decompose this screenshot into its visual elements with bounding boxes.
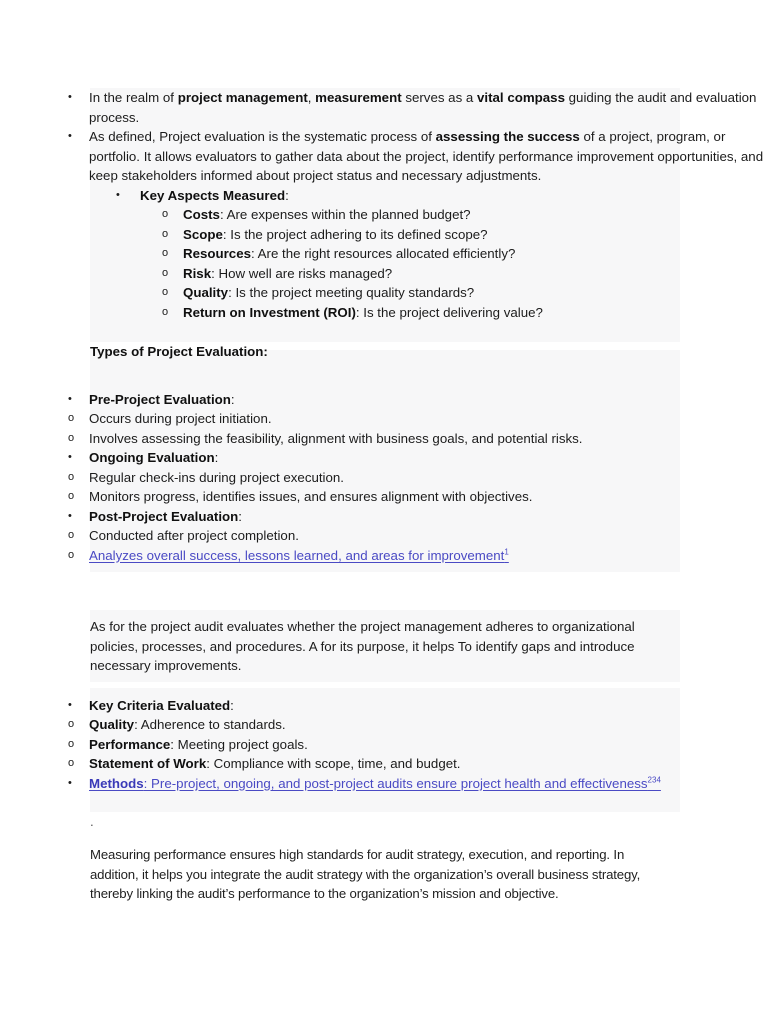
types-item bbox=[0, 390, 768, 410]
intro-bullet bbox=[0, 88, 768, 127]
body-text: : bbox=[230, 697, 234, 713]
list-item-text bbox=[89, 448, 768, 468]
bullet-circle-icon: o bbox=[162, 266, 169, 279]
types-item bbox=[0, 409, 768, 429]
body-text: Analyzes overall success, lessons learned, and areas for improvement bbox=[89, 547, 505, 563]
body-text: guiding the audit and evaluation process. bbox=[89, 90, 757, 125]
types-item bbox=[0, 507, 768, 527]
types-item bbox=[0, 429, 768, 449]
intro-bullet bbox=[0, 127, 768, 186]
body-text: : Adherence to standards. bbox=[134, 717, 286, 732]
key-aspects-heading bbox=[0, 186, 768, 206]
list-item-text bbox=[89, 526, 768, 546]
types-section-heading bbox=[0, 342, 768, 362]
emphasis-text: measurement bbox=[315, 90, 402, 105]
bullet-circle-icon: o bbox=[68, 490, 75, 502]
body-text: : bbox=[230, 391, 235, 407]
body-text: Involves assessing the feasibility, alignment with business goals, and potential risks. bbox=[89, 430, 583, 446]
emphasis-text: Performance bbox=[89, 736, 171, 752]
body-text: Regular check-ins during project execution. bbox=[89, 469, 344, 485]
body-text: : Is the project delivering value? bbox=[355, 304, 543, 320]
bullet-disc-icon: • bbox=[68, 91, 72, 103]
list-item-text bbox=[183, 205, 768, 225]
emphasis-text: Risk bbox=[183, 265, 212, 281]
key-aspect-item bbox=[0, 225, 768, 245]
bullet-disc-icon: • bbox=[68, 392, 72, 405]
bullet-circle-icon: o bbox=[68, 737, 75, 750]
bullet-circle-icon: o bbox=[162, 247, 169, 259]
footnote-reference[interactable]: 1 bbox=[504, 547, 509, 557]
body-text: : Are the right resources allocated efficiently? bbox=[251, 246, 516, 261]
emphasis-text: Key Aspects Measured bbox=[140, 187, 286, 203]
key-criteria-list bbox=[0, 696, 768, 794]
body-text: serves as a bbox=[401, 90, 478, 105]
emphasis-text: Ongoing Evaluation bbox=[89, 450, 215, 465]
emphasis-text: Scope bbox=[183, 226, 223, 242]
bullet-circle-icon: o bbox=[68, 718, 75, 730]
list-item-text bbox=[89, 468, 768, 488]
list-item-text bbox=[89, 390, 768, 410]
bullet-circle-icon: o bbox=[68, 470, 75, 483]
body-text: : bbox=[238, 508, 242, 524]
list-item-text bbox=[89, 696, 768, 716]
list-item-text bbox=[89, 774, 768, 794]
emphasis-text: Statement of Work bbox=[89, 756, 207, 771]
key-aspect-item bbox=[0, 205, 768, 225]
bullet-circle-icon: o bbox=[162, 286, 169, 298]
key-aspects-block bbox=[0, 186, 768, 323]
bullet-disc-icon: • bbox=[68, 509, 72, 522]
emphasis-text: Types of Project Evaluation bbox=[90, 344, 264, 359]
criteria-item bbox=[0, 696, 768, 716]
list-item-text bbox=[183, 244, 768, 264]
body-text: , bbox=[307, 90, 316, 105]
emphasis-text: Resources bbox=[183, 246, 251, 261]
bullet-disc-icon: • bbox=[116, 188, 120, 201]
list-item-text bbox=[89, 754, 768, 774]
list-item-text bbox=[89, 487, 768, 507]
bullet-circle-icon: o bbox=[68, 757, 75, 769]
emphasis-text: Return on Investment (ROI) bbox=[183, 304, 356, 320]
criteria-link-item bbox=[0, 774, 768, 794]
closing-paragraph: Measuring performance ensures high standards for audit strategy, execution, and reporting. In addition, it helps you integrate the audit strategy with the organization’s overall business strategy, thereby linking the audit’s performance to the organization’s mission and objective. bbox=[90, 847, 641, 901]
bullet-disc-icon: • bbox=[68, 130, 72, 142]
types-link-item bbox=[0, 546, 768, 566]
bullet-circle-icon: o bbox=[162, 305, 169, 318]
list-item-text bbox=[183, 303, 768, 323]
body-text: of a project, program, or portfolio. It allows evaluators to gather data about the project, identify performance improvement opportunities, and keep stakeholders informed about project status and necessary adjustments. bbox=[89, 129, 764, 183]
list-item-text bbox=[89, 507, 768, 527]
emphasis-text: project management bbox=[177, 90, 308, 105]
list-item-text bbox=[89, 715, 768, 735]
emphasis-text: Key Criteria Evaluated bbox=[89, 697, 231, 713]
list-item-text bbox=[89, 88, 768, 127]
body-text: : Are expenses within the planned budget? bbox=[219, 207, 471, 222]
intro-bullet-list bbox=[0, 88, 768, 186]
types-item bbox=[0, 448, 768, 468]
bullet-circle-icon: o bbox=[68, 548, 75, 561]
criteria-item bbox=[0, 735, 768, 755]
body-text: : Is the project meeting quality standards? bbox=[228, 285, 475, 300]
bullet-disc-icon: • bbox=[68, 698, 72, 711]
body-text: : bbox=[263, 344, 268, 359]
hyperlink[interactable] bbox=[89, 776, 661, 791]
body-text: : How well are risks managed? bbox=[211, 265, 393, 281]
body-text: Conducted after project completion. bbox=[89, 528, 299, 543]
emphasis-text: Quality bbox=[89, 717, 135, 732]
footnote-reference[interactable]: 234 bbox=[647, 775, 661, 785]
body-text: : Pre-project, ongoing, and post-project audits ensure project health and effectiveness bbox=[143, 775, 648, 791]
list-item-text bbox=[89, 546, 768, 566]
bullet-circle-icon: o bbox=[162, 227, 169, 240]
body-text: : Compliance with scope, time, and budget. bbox=[206, 756, 461, 771]
bullet-disc-icon: • bbox=[68, 776, 72, 789]
bullet-disc-icon: • bbox=[68, 451, 72, 463]
list-item-text bbox=[183, 264, 768, 284]
body-text: In the realm of bbox=[89, 90, 178, 105]
body-text: Occurs during project initiation. bbox=[89, 411, 272, 426]
types-of-evaluation-list bbox=[0, 390, 768, 566]
list-item-text bbox=[183, 225, 768, 245]
types-item bbox=[0, 468, 768, 488]
body-text: : Is the project adhering to its defined scope? bbox=[222, 226, 488, 242]
key-aspect-item bbox=[0, 303, 768, 323]
list-item-text bbox=[89, 735, 768, 755]
list-item-text bbox=[89, 409, 768, 429]
body-text: : bbox=[285, 187, 289, 203]
emphasis-text: Pre-Project Evaluation bbox=[89, 391, 231, 407]
list-item-text bbox=[140, 186, 768, 206]
bullet-circle-icon: o bbox=[68, 529, 75, 541]
bullet-circle-icon: o bbox=[68, 431, 75, 444]
bullet-circle-icon: o bbox=[162, 208, 169, 220]
project-audit-paragraph: As for the project audit evaluates whether the project management adheres to organizational policies, processes, and procedures. A for its purpose, it helps To identify gaps and introduce necessary improvements. bbox=[90, 619, 635, 673]
body-text: : bbox=[214, 450, 219, 465]
body-text: As defined, Project evaluation is the systematic process of bbox=[89, 129, 436, 144]
list-item-text bbox=[89, 429, 768, 449]
emphasis-text: Methods bbox=[89, 775, 144, 791]
types-item bbox=[0, 526, 768, 546]
hyperlink[interactable] bbox=[89, 548, 509, 563]
types-item bbox=[0, 487, 768, 507]
criteria-item bbox=[0, 754, 768, 774]
emphasis-text: Post-Project Evaluation bbox=[89, 508, 239, 524]
emphasis-text: assessing the success bbox=[435, 129, 580, 144]
bullet-circle-icon: o bbox=[68, 412, 75, 424]
criteria-item bbox=[0, 715, 768, 735]
key-aspect-item bbox=[0, 244, 768, 264]
emphasis-text: Quality bbox=[183, 285, 229, 300]
emphasis-text: Costs bbox=[183, 207, 220, 222]
key-aspect-item bbox=[0, 264, 768, 284]
stray-punctuation-mark: . bbox=[90, 814, 94, 829]
body-text: Monitors progress, identifies issues, and ensures alignment with objectives. bbox=[89, 489, 533, 504]
body-text: : Meeting project goals. bbox=[170, 736, 308, 752]
emphasis-text: vital compass bbox=[477, 90, 565, 105]
key-aspect-item bbox=[0, 283, 768, 303]
list-item-text bbox=[89, 127, 768, 186]
list-item-text bbox=[183, 283, 768, 303]
